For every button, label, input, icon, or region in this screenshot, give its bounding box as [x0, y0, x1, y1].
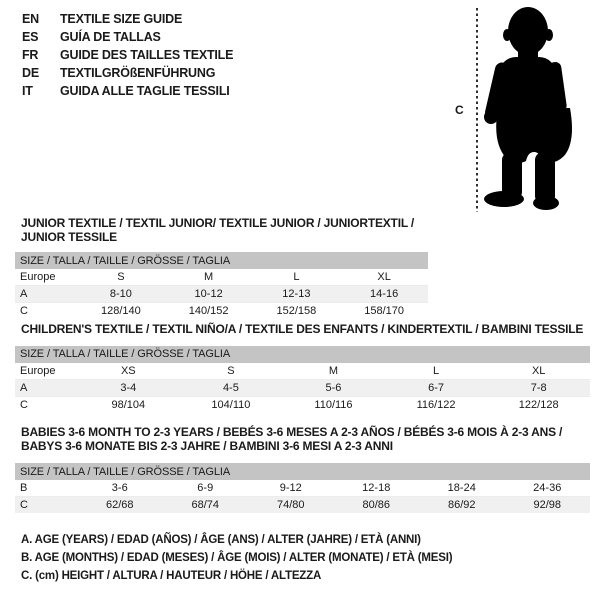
language-title: GUÍA DE TALLAS [60, 30, 161, 44]
table-cell: 116/122 [416, 398, 456, 411]
size-header: SIZE / TALLA / TAILLE / GRÖSSE / TAGLIA [15, 346, 590, 363]
children-textile-section [15, 323, 590, 413]
table-cell: 10-12 [194, 288, 223, 300]
table-cell: 62/68 [105, 499, 134, 511]
height-measure-label: C [455, 103, 464, 117]
table-cell: 98/104 [111, 398, 146, 411]
table-cell: 18-24 [447, 482, 476, 494]
size-header-row [15, 463, 590, 480]
language-code: ES [22, 30, 39, 44]
language-row [22, 46, 233, 64]
table-cell: 12-18 [362, 482, 391, 494]
table-cell: 68/74 [191, 499, 220, 511]
table-cell: 3-4 [120, 381, 137, 394]
table-cell: 6-9 [197, 482, 214, 494]
table-row [15, 269, 428, 286]
language-title: GUIDE DES TAILLES TEXTILE [60, 48, 234, 62]
footnotes [21, 531, 452, 585]
table-cell: 140/152 [188, 305, 229, 317]
junior-size-table [15, 252, 428, 319]
size-header-row [15, 346, 590, 363]
height-dotted-line [476, 8, 478, 212]
table-row [15, 497, 590, 514]
height-measure-figure [445, 4, 597, 216]
table-cell: 152/158 [276, 305, 317, 317]
table-cell: 9-12 [279, 482, 302, 494]
toddler-silhouette-icon [482, 4, 592, 210]
footnote-a: A. AGE (YEARS) / EDAD (AÑOS) / ÂGE (ANS) / ALTER (JAHRE) / ETÀ (ANNI) [21, 534, 421, 546]
language-title: TEXTILGRÖßENFÜHRUNG [60, 66, 216, 80]
table-cell: XL [531, 364, 546, 377]
table-cell: 92/98 [533, 499, 562, 511]
size-header: SIZE / TALLA / TAILLE / GRÖSSE / TAGLIA [15, 463, 590, 480]
table-row [15, 396, 590, 413]
table-cell: 110/116 [314, 398, 353, 411]
language-row [22, 28, 233, 46]
table-cell: L [293, 271, 300, 283]
table-cell: L [433, 364, 440, 377]
section-title: JUNIOR TEXTILE / TEXTIL JUNIOR/ TEXTILE JUNIOR / JUNIORTEXTIL / JUNIOR TESSILE [21, 216, 415, 244]
babies-textile-section [15, 426, 590, 513]
row-label: C [20, 398, 28, 411]
language-code: IT [22, 84, 33, 98]
table-row [15, 286, 428, 303]
table-cell: 8-10 [109, 288, 132, 300]
language-code: EN [22, 12, 39, 26]
junior-textile-section [15, 217, 428, 319]
language-list [22, 10, 233, 100]
language-row [22, 64, 233, 82]
table-cell: 104/110 [211, 398, 251, 411]
table-cell: 12-13 [282, 288, 311, 300]
babies-size-table [15, 463, 590, 513]
row-label: A [20, 381, 28, 394]
row-label: A [20, 288, 28, 300]
table-cell: M [328, 364, 339, 377]
language-title: GUIDA ALLE TAGLIE TESSILI [60, 84, 230, 98]
table-cell: M [204, 271, 214, 283]
table-cell: 24-36 [533, 482, 562, 494]
footnote-b: B. AGE (MONTHS) / EDAD (MESES) / ÂGE (MOIS) / ALTER (MONATE) / ETÀ (MESI) [21, 552, 453, 564]
table-cell: S [227, 364, 235, 377]
row-label: C [20, 499, 28, 511]
table-cell: 14-16 [370, 288, 399, 300]
table-row [15, 303, 428, 320]
size-header: SIZE / TALLA / TAILLE / GRÖSSE / TAGLIA [15, 252, 428, 269]
table-cell: 3-6 [111, 482, 128, 494]
row-label: B [20, 482, 28, 494]
table-cell: 7-8 [530, 381, 547, 394]
table-cell: 86/92 [447, 499, 476, 511]
table-cell: 6-7 [428, 381, 445, 394]
row-label: Europe [20, 271, 56, 283]
table-cell: XL [377, 271, 391, 283]
language-code: FR [22, 48, 39, 62]
table-cell: 74/80 [276, 499, 305, 511]
table-cell: XS [120, 364, 136, 377]
section-title: BABIES 3-6 MONTH TO 2-3 YEARS / BEBÉS 3-6 MESES A 2-3 AÑOS / BÉBÉS 3-6 MOIS À 2-3 ANS / [21, 425, 563, 439]
table-cell: 122/128 [518, 398, 559, 411]
section-title-line2: BABYS 3-6 MONATE BIS 2-3 JAHRE / BAMBINI 3-6 MESI A 2-3 ANNI [21, 438, 393, 453]
language-row [22, 82, 233, 100]
language-code: DE [22, 66, 39, 80]
size-header-row [15, 252, 428, 269]
row-label: C [20, 305, 28, 317]
table-cell: 128/140 [100, 305, 141, 317]
table-row [15, 480, 590, 497]
footnote-c: C. (cm) HEIGHT / ALTURA / HAUTEUR / HÖHE / ALTEZZA [21, 570, 322, 582]
children-size-table [15, 346, 590, 413]
table-cell: 4-5 [222, 381, 239, 394]
row-label: Europe [20, 364, 56, 377]
language-title: TEXTILE SIZE GUIDE [60, 12, 183, 26]
language-row [22, 10, 233, 28]
table-cell: 158/170 [364, 305, 404, 317]
table-cell: S [117, 271, 125, 283]
table-cell: 80/86 [362, 499, 391, 511]
table-row [15, 379, 590, 396]
table-row [15, 363, 590, 380]
section-title: CHILDREN'S TEXTILE / TEXTIL NIÑO/A / TEXTILE DES ENFANTS / KINDERTEXTIL / BAMBINI TESSILE [21, 322, 584, 336]
table-cell: 5-6 [325, 381, 342, 394]
